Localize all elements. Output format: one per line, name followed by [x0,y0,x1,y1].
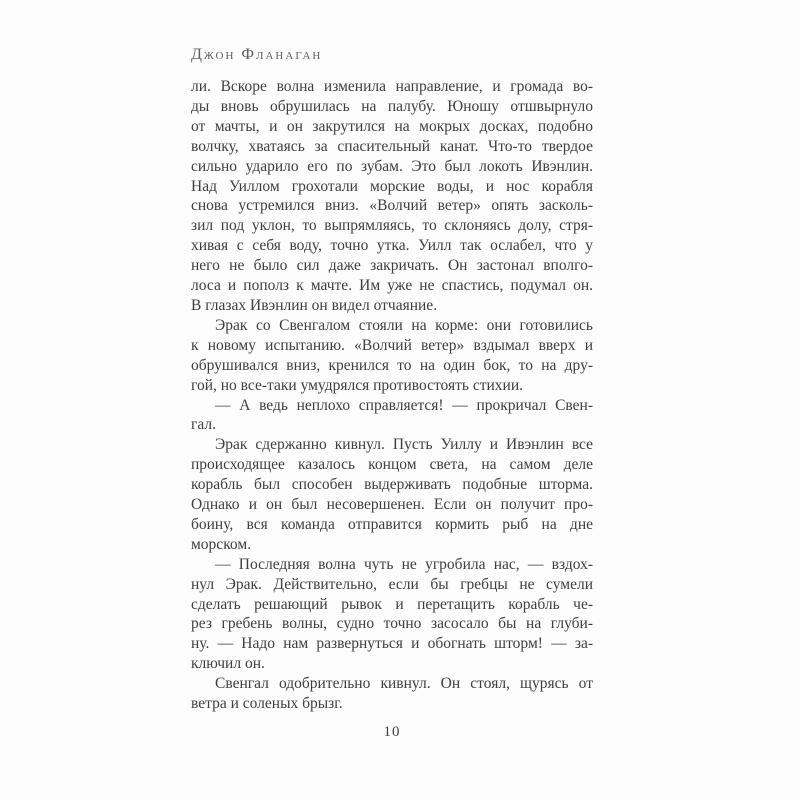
text-line: корабль был способен выдерживать подобные шторма. [191,476,593,494]
text-line: зил под уклон, то выпрямляясь, то склоняясь долу, стря- [191,217,593,235]
text-line: Эрак сдержанно кивнул. Пусть Уиллу и Ивэнлин все [215,436,593,454]
text-line: Свенгал одобрительно кивнул. Он стоял, щурясь от [215,675,593,693]
text-line: него не было сил даже закричать. Он застонал вполго- [191,257,593,275]
text-line: ветра и соленых брызг. [191,695,343,713]
text-line: хивая с себя воду, точно утка. Уилл так ослабел, что у [191,237,593,255]
text-line: Над Уиллом грохотали морские воды, и нос корабля [191,177,593,195]
text-line: ну. — Надо нам развернуться и обогнать шторм! — за- [191,635,593,653]
text-line: происходящее казалось концом света, на самом деле [191,456,593,474]
text-line: гал. [191,416,216,434]
text-line: сильно ударило его по зубам. Это был локоть Ивэнлин. [191,157,593,175]
text-line: снова устремился вниз. «Волчий ветер» опять засколь- [191,197,593,215]
text-line: — А ведь неплохо справляется! — прокричал Свен- [215,396,593,414]
running-header: Джон Фланаган [191,46,323,63]
text-line: гой, но все-таки умудрялся противостоять стихии. [191,376,524,394]
text-line: лоса и пополз к мачте. Им уже не спастись, подумал он. [191,277,593,295]
text-line: ключил он. [191,655,265,673]
text-line: Однако и он был несовершенен. Если он получит про- [191,496,593,514]
text-line: — Последняя волна чуть не угробила нас, — вздох- [215,555,593,573]
text-line: боину, вся команда отправится кормить рыб на дне [191,515,593,533]
text-line: ды вновь обрушилась на палубу. Юношу отшвырнуло [191,97,593,115]
text-line: обрушивался вниз, кренился то на один бок, то на дру- [191,356,593,374]
text-line: от мачты, и он закрутился на мокрых досках, подобно [191,117,593,135]
text-line: волчку, хватаясь за спасительный канат. Что-то твердое [191,137,593,155]
page-number: 10 [383,724,401,740]
text-line: ли. Вскоре волна изменила направление, и громада во- [191,78,593,95]
text-line: сделать решающий рывок и перетащить корабль че- [191,595,593,613]
text-line: рез гребень волны, судно точно засосало бы на глуби- [191,615,593,633]
text-line: Эрак со Свенгалом стояли на корме: они готовились [215,316,593,334]
text-line: нул Эрак. Действительно, если бы гребцы не сумели [191,575,593,593]
text-line: морском. [191,535,252,553]
text-block [191,77,593,714]
text-line: В глазах Ивэнлин он видел отчаяние. [191,296,438,314]
text-line: к новому испытанию. «Волчий ветер» вздымал вверх и [191,336,593,354]
